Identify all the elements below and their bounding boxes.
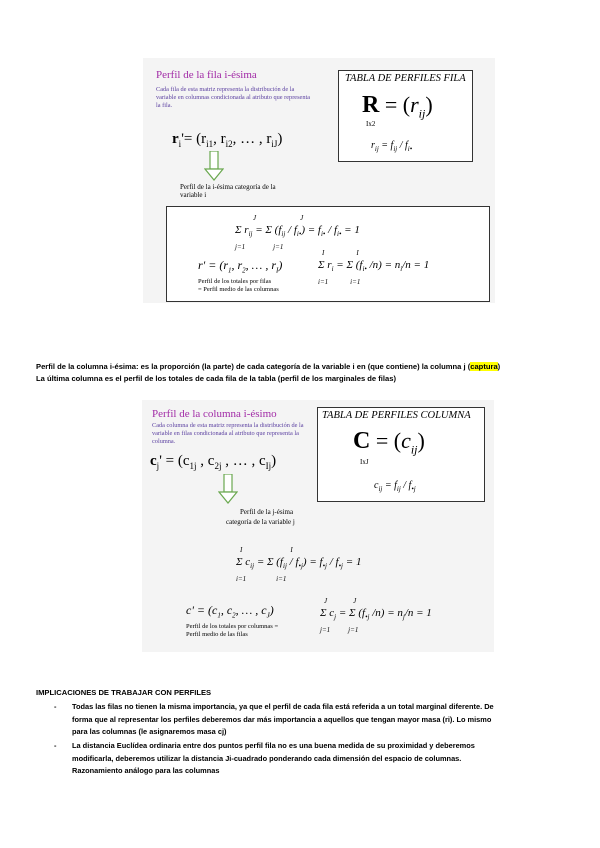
figure2-totals-caption-1: Perfil de los totales por columnas = — [186, 623, 279, 630]
figure2-element-equation: $c_{ij} = f_{ij} / f_{•j}$ — [374, 480, 416, 493]
figure2-description: Cada columna de esta matriz representa la distribución de la variable en filas condicionada al atributo que representa la columna. — [152, 422, 304, 445]
figure2-totals-vector: $c' = (c_1$, $c_2$, … , $c_J$) — [186, 603, 274, 620]
bullet-marker-1: - — [54, 702, 57, 711]
highlight-captura: captura — [470, 362, 498, 371]
column-profile-paragraph — [36, 361, 576, 384]
figure2-matrix-dim: IxJ — [360, 458, 369, 466]
figure1-totals-sum-equation: I I Σ $r_i = \Sigma$ ($f_{i•}$ $/n) = n_i/n = 1$ i=1 i=1 — [318, 249, 430, 287]
paragraph-line-1-text: Perfil de la columna i-ésima: es la proporción (la parte) de cada categoría de la variable i en (que contiene) la columna j ( — [36, 362, 471, 371]
implication-bullet-2 — [36, 740, 576, 778]
figure2-totals-sum-equation: J J Σ $c_j = \Sigma$ ($f_{•j}$ $/n) = n_j/n = 1$ j=1 j=1 — [320, 597, 432, 635]
figure2-matrix-sub: ij — [410, 442, 418, 457]
figure1-totals-caption-2: = Perfil medio de las columnas — [198, 286, 279, 293]
figure2-table-title: TABLA DE PERFILES COLUMNA — [322, 410, 471, 421]
figure1-description: Cada fila de esta matriz representa la distribución de la variable en columnas condicionada al atributo que representa la fila. — [156, 86, 311, 109]
figure1-arrow-label: Perfil de la i-ésima categoría de la variable i — [180, 183, 276, 199]
figure2-column-vector: $c_j' = (c_{1j}$ , $c_{2j}$ , … , $c_{Ij}$) — [150, 453, 277, 471]
figure1-element-equation: $r_{ij} = f_{ij} / f_{i•}$ — [371, 140, 413, 153]
implication-bullet-1 — [36, 701, 576, 739]
figure2-arrow-label-2: categoría de la variable j — [226, 518, 295, 526]
figure1-row-sum-equation: J J Σ $r_{ij} = \Sigma$ $(f_{ij} / f_{i•}) = f_{i•} / f_{i•} = 1$ j=1 j=1 — [235, 214, 360, 252]
figure1-vector-index: i — [178, 139, 182, 149]
figure1-row-vector: $r_i'= (r_{i1}$, $r_{i2}$, … , $r_{iJ}$) — [172, 131, 283, 149]
paragraph-line-1 — [36, 361, 576, 373]
figure1-matrix-sub: ij — [418, 106, 426, 121]
figure1-matrix-dim: Ix2 — [366, 120, 376, 128]
figure1-vector-components: = (r — [183, 131, 207, 147]
figure1-down-arrow — [204, 151, 224, 181]
figure2-down-arrow — [218, 474, 238, 504]
figure1-title: Perfil de la fila i-ésima — [156, 69, 257, 81]
bullet-1-line-2: forma que al representar los perfiles deberemos dar más importancia a aquellos que tengan mayor masa (ri). Lo mismo — [72, 714, 492, 724]
bullet-2-line-3: Razonamiento análogo para las columnas — [72, 766, 220, 776]
bullet-marker-2: - — [54, 741, 57, 750]
bullet-2-line-2: modificarla, deberemos utilizar la distancia Ji-cuadrado ponderando cada dimensión del espacio de columnas. — [72, 753, 462, 763]
figure2-matrix-equation: $C = (c_{ij})$ — [353, 428, 425, 457]
paragraph-line-1-end: ) — [497, 362, 501, 371]
figure1-vector-symbol: r — [172, 131, 179, 147]
figure2-arrow-label-1: Perfil de la j-ésima — [240, 508, 294, 516]
bullet-2-line-1: La distancia Euclídea ordinaria entre dos puntos perfil fila no es una buena medida de su proximidad y deberemos — [72, 741, 475, 750]
figure1-totals-vector: $r' = (r_1$, $r_2$, … , $r_I$) — [198, 258, 283, 275]
bullet-1-line-1: Todas las filas no tienen la misma importancia, ya que el perfil de cada fila está referida a un total marginal diferente. De — [72, 702, 494, 711]
figure1-table-title: TABLA DE PERFILES FILA — [345, 73, 466, 84]
figure1-totals-caption-1: Perfil de los totales por filas — [198, 278, 272, 285]
figure2-title: Perfil de la columna i-ésimo — [152, 408, 277, 420]
bullet-1-line-3: para las columnas (le asignaremos masa cj) — [72, 727, 227, 737]
figure2-column-sum-equation: I I Σ $c_{ij} = \Sigma$ $(f_{ij} / f_{•j}) = f_{•j} / f_{•j} = 1$ i=1 i=1 — [236, 546, 362, 584]
implications-heading: IMPLICACIONES DE TRABAJAR CON PERFILES — [36, 688, 212, 697]
figure1-matrix-equation: $R = (r_{ij})$ — [362, 92, 433, 121]
paragraph-line-2: La última columna es el perfil de los totales de cada fila de la tabla (perfil de los marginales de filas) — [36, 373, 396, 383]
figure2-totals-caption-2: Perfil medio de las filas — [186, 631, 248, 638]
